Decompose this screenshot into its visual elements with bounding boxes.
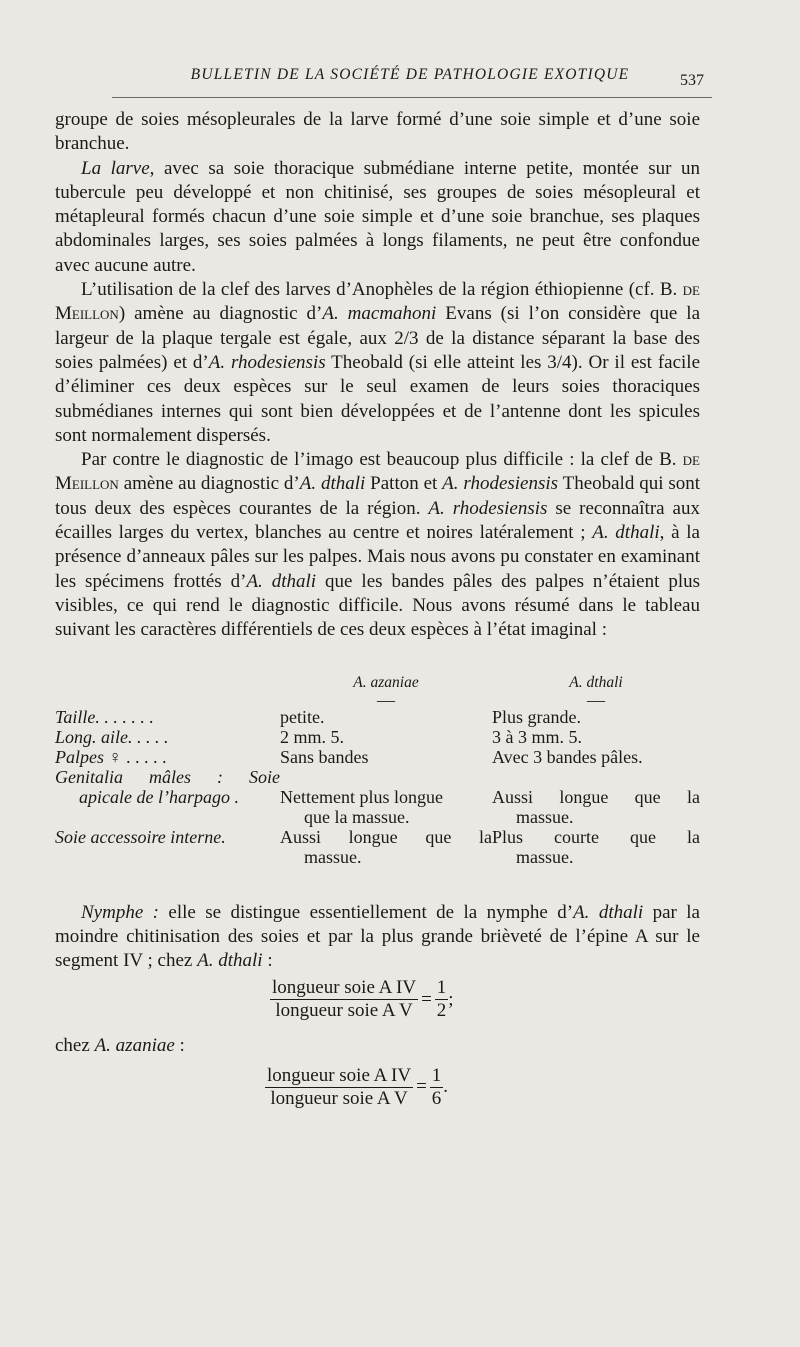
paragraph-chez-azaniae: [55, 1034, 700, 1058]
header-rule: [112, 97, 712, 98]
author-name: de Meillon: [55, 279, 700, 325]
text-run: Par contre le diagnostic de l’imago est beaucoup plus difficile : la clef de B.: [81, 449, 683, 471]
cell-dthali: Avec 3 bandes pâles.: [492, 746, 643, 767]
table-dash-row: [55, 693, 700, 707]
column-header-azaniae: A. azaniae: [353, 673, 419, 691]
row-label-line: Genitalia mâles : Soie: [55, 766, 280, 787]
punctuation: ;: [448, 988, 454, 1010]
cell-dthali: 3 à 3 mm. 5.: [492, 726, 582, 747]
cell-line: Aussi longue que la: [492, 786, 700, 807]
cell-dthali: [492, 827, 700, 867]
cell-line: Nettement plus longue: [280, 786, 443, 807]
row-label: [55, 767, 280, 827]
species-name: A. rhodesiensis: [208, 351, 326, 373]
paragraph-nymphe: [55, 901, 700, 974]
row-label: Soie accessoire interne.: [55, 826, 226, 847]
fraction-denominator: longueur soie A V: [275, 1000, 413, 1022]
paragraph-clef-larves: [55, 278, 700, 448]
ratio-formula-azaniae: [265, 1065, 700, 1110]
paragraph-1: groupe de soies mésopleurales de la larve formé d’une soie simple et d’une soie branchue.: [55, 109, 700, 155]
cell-line: massue.: [516, 846, 574, 867]
cell-dthali: [492, 767, 700, 827]
cell-azaniae: Sans bandes: [280, 746, 369, 767]
equals-sign: =: [421, 988, 432, 1010]
column-dash: —: [587, 689, 605, 710]
ratio-numerator: 1: [436, 977, 447, 999]
cell-azaniae: petite.: [280, 706, 325, 727]
text-run: que les bandes pâles des palpes n’étaient plus visibles, ce qui rend le diagnostic difficile. Nous avons résumé dans le tableau suivant les caractères différentiels de ces deux espèces à l’état imaginal :: [55, 570, 700, 641]
table-row: [55, 747, 700, 767]
species-name: A. azaniae: [94, 1035, 175, 1057]
fraction-denominator: longueur soie A V: [270, 1087, 408, 1109]
fraction: [270, 977, 418, 1022]
table-row: [55, 707, 700, 727]
table-row: [55, 827, 700, 867]
text-run: elle se distingue essentiellement de la nymphe d’: [159, 901, 574, 923]
row-label: Taille. . . . . . .: [55, 706, 154, 727]
cell-line: que la massue.: [304, 806, 410, 827]
row-label: Long. aile. . . . .: [55, 726, 169, 747]
species-name: A. dthali: [573, 901, 644, 923]
text-run: se reconnaîtra aux écailles larges du vertex, blanches au centre et noires latéralement ;: [55, 497, 700, 544]
article-body: [55, 108, 700, 1110]
cell-line: Aussi longue que la: [280, 826, 492, 847]
ratio-denominator: 2: [436, 1000, 447, 1022]
text-run: Evans (si l’on considère que la largeur de la plaque tergale est égale, aux 2/3 de la distance séparant la base des soies palmées) et d’: [55, 303, 701, 373]
table-row: [55, 727, 700, 747]
species-name: A. rhodesiensis: [442, 473, 559, 495]
cell-line: Plus courte que la: [492, 826, 700, 847]
species-name: A. macmahoni: [322, 303, 437, 325]
text-run: :: [174, 1035, 185, 1057]
cell-line: massue.: [304, 846, 362, 867]
ratio-formula-dthali: [270, 977, 700, 1022]
text-run: Patton et: [365, 473, 443, 495]
larve-lead: La larve: [81, 157, 150, 179]
author-name: de Meillon: [55, 449, 700, 495]
text-run: , à la présence d’anneaux pâles sur les palpes. Mais nous avons pu constater en examinant les spécimens frottés d’: [55, 522, 700, 592]
species-name: A. dthali: [246, 570, 317, 592]
column-dash: —: [377, 689, 395, 710]
equals-sign: =: [416, 1076, 427, 1098]
text-run: Theobald (si elle atteint les 3/4). Or il est facile d’éliminer ces deux espèces sur le seul examen de leurs soies thoraciques submédianes internes qui sont bien développées et de l’antenne dont les spicules sont normalement dispersés.: [55, 351, 701, 446]
species-name: A. dthali: [299, 473, 366, 495]
row-label-line: apicale de l’harpago .: [79, 786, 239, 807]
text-run: chez: [55, 1035, 95, 1057]
ratio-value: [430, 1065, 444, 1110]
text-run: Theobald qui sont tous deux des espèces courantes de la région.: [55, 473, 701, 519]
text-run: par la moindre chitinisation des soies et par la plus grande brièveté de l’épine A sur le segment IV ; chez: [55, 901, 700, 972]
paragraph-imago: [55, 448, 700, 642]
cell-azaniae: 2 mm. 5.: [280, 726, 345, 747]
fraction: [265, 1065, 413, 1110]
fraction-numerator: longueur soie A IV: [267, 1064, 412, 1086]
cell-dthali: Plus grande.: [492, 706, 581, 727]
cell-azaniae: [280, 827, 492, 867]
comparison-table: [55, 673, 700, 867]
paragraph-larve: [55, 157, 700, 278]
punctuation: .: [443, 1076, 449, 1098]
species-name: A. dthali: [197, 950, 263, 972]
column-header-dthali: A. dthali: [569, 673, 623, 691]
species-name: A. rhodesiensis: [428, 497, 548, 519]
fraction-numerator: longueur soie A IV: [272, 977, 417, 999]
text-run: amène au diagnostic d’: [118, 473, 300, 495]
row-label: Palpes ♀ . . . . .: [55, 746, 167, 767]
nymphe-lead: Nymphe :: [81, 901, 160, 923]
table-row: [55, 767, 700, 827]
ratio-denominator: 6: [431, 1087, 442, 1109]
text-run: ) amène au diagnostic d’: [118, 303, 323, 325]
larve-text: , avec sa soie thoracique submédiane interne petite, montée sur un tubercule peu développé et non chitinisé, ses groupes de soies mésopleural et métapleural formés chacun d’une soie simple et d’une soie branchue, ses plaques abdominales larges, ses soies palmées à longs filaments, ne peut être confondue avec aucune autre.: [55, 157, 700, 276]
ratio-numerator: 1: [431, 1064, 442, 1086]
species-name: A. dthali: [592, 522, 660, 544]
text-run: L’utilisation de la clef des larves d’Anophèles de la région éthiopienne (cf. B.: [81, 279, 683, 301]
ratio-value: [435, 977, 449, 1022]
cell-line: massue.: [516, 806, 574, 827]
page-number: 537: [680, 72, 704, 89]
running-header: BULLETIN DE LA SOCIÉTÉ DE PATHOLOGIE EXOTIQUE: [190, 66, 630, 83]
text-run: :: [262, 950, 273, 972]
cell-azaniae: [280, 767, 492, 827]
